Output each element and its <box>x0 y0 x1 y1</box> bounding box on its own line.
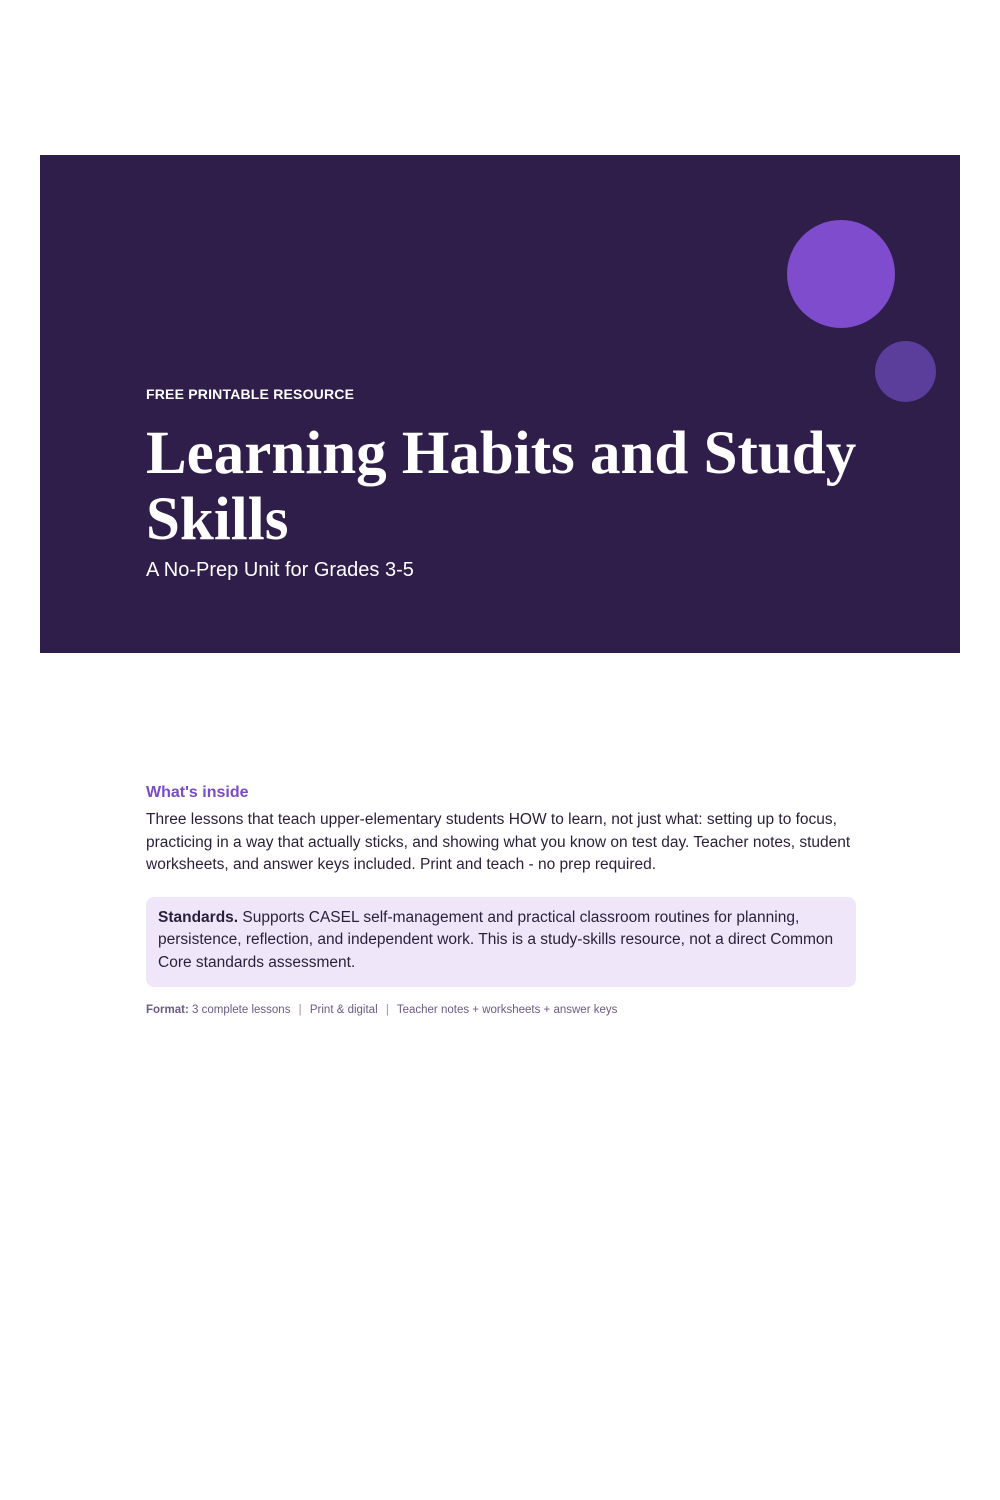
page-title: Learning Habits and Study Skills <box>146 420 857 553</box>
decorative-circle-large <box>787 220 895 328</box>
hero-banner <box>40 155 960 653</box>
standards-callout <box>146 897 856 988</box>
whats-inside-heading: What's inside <box>146 784 249 801</box>
format-separator: | <box>298 1004 302 1016</box>
whats-inside-body: Three lessons that teach upper-elementary students HOW to learn, not just what: setting up to focus, practicing in a way that actually sticks, and showing what you know on test day. Teacher notes, student worksheets, and answer keys included. Print and teach - no prep required. <box>146 811 851 873</box>
decorative-circle-small <box>875 341 936 402</box>
format-line <box>146 1002 856 1018</box>
format-item: 3 complete lessons <box>192 1004 291 1016</box>
format-item: Teacher notes + worksheets + answer keys <box>396 1004 618 1016</box>
standards-label: Standards. <box>158 908 239 926</box>
format-separator: | <box>385 1004 389 1016</box>
format-item: Print & digital <box>309 1004 378 1016</box>
standards-text: Supports CASEL self-management and practical classroom routines for planning, persistence, reflection, and independent work. This is a study-skills resource, not a direct Common Core standards assessment. <box>158 908 834 971</box>
hero-eyebrow: FREE PRINTABLE RESOURCE <box>146 386 355 402</box>
format-label: Format: <box>146 1004 189 1016</box>
main-content <box>146 782 856 1018</box>
page-subtitle: A No-Prep Unit for Grades 3-5 <box>146 559 414 581</box>
